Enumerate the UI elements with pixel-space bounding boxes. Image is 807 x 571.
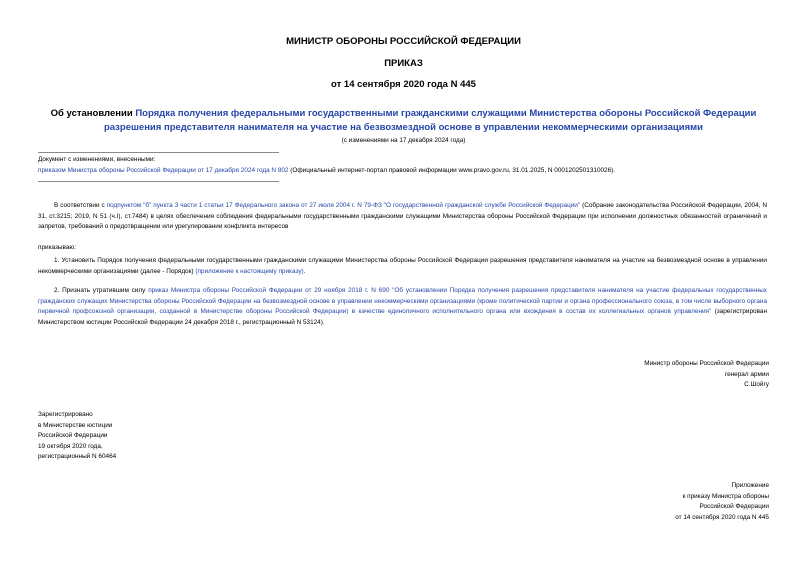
signature-rank: генерал армии <box>724 370 769 378</box>
registration-line-1: Зарегистрировано <box>38 411 93 418</box>
signature-name: С.Шойгу <box>744 381 769 388</box>
edition-note: (с изменениями на 17 декабря 2024 года) <box>341 137 466 144</box>
document-type: ПРИКАЗ <box>384 58 423 69</box>
registration-line-4: 19 октября 2020 года, <box>38 442 103 450</box>
item-2-start: 2. Признать утратившим силу <box>54 287 149 294</box>
changes-text <box>38 166 767 177</box>
item-1-text: 1. Установить Порядок получения федеральными государственными гражданскими служащими Министерства обороны Российской Федерации разрешения представителя нанимателя на участие на безвозмездной основе в управлении некоммерческими организациями (далее - Порядок) <box>38 257 767 275</box>
title-prefix: Об установлении <box>50 108 136 119</box>
issuing-authority: МИНИСТР ОБОРОНЫ РОССИЙСКОЙ ФЕДЕРАЦИИ <box>286 36 521 47</box>
signature-block <box>644 359 769 391</box>
appendix-line-3: Российской Федерации <box>699 503 769 510</box>
order-word: приказываю: <box>38 244 76 251</box>
changes-label: Документ с изменениями, внесенными: <box>38 156 156 163</box>
preamble-start: В соответствии с <box>54 202 107 209</box>
repealed-order-link[interactable]: приказ Министра обороны Российской Федерации от 29 ноября 2018 г. N 690 "Об установлении Порядка получения разрешения представителя нанимателя на участие федеральных государственных гражданских служащих Министерства обороны Российской Федерации на безвозмездной основе в управлении некоммерческими организациями (кроме политической партии и органа профессионального союза, в том числе выборного органа первичной профсоюзной организации, созданной в Министерстве обороны Российской Федерации) в качестве единоличного исполнительного органа или вхождения в состав их коллегиальных органов управления" <box>38 287 767 315</box>
appendix-block <box>675 481 769 523</box>
changes-top-rule <box>38 152 279 153</box>
changes-block <box>38 155 767 176</box>
registration-line-5: регистрационный N 60464 <box>38 453 117 460</box>
title-link[interactable]: Порядка получения федеральными государственными гражданскими служащими Министерства обороны Российской Федерации разрешения представителя нанимателя на участие на безвозмездной основе в управлении некоммерческими организациями <box>103 108 757 133</box>
registration-block <box>38 410 116 463</box>
registration-line-3: Российской Федерации <box>38 432 108 439</box>
item-1-end: . <box>303 267 306 275</box>
changes-bottom-rule <box>38 181 279 182</box>
document-title <box>36 107 771 135</box>
changes-rest: (Официальный интернет-портал правовой информации www.pravo.gov.ru, 31.01.2025, N 0001202501310026). <box>288 166 616 174</box>
appendix-line-1: Приложение <box>731 482 769 489</box>
appendix-link[interactable]: (приложение к настоящему приказу) <box>195 267 304 275</box>
item-2-rest: (зарегистрирован Министерством юстиции Российской Федерации 24 декабря 2018 г., регистрационный N 53124). <box>38 308 767 326</box>
item-2-paragraph <box>38 286 767 328</box>
preamble-law-link[interactable]: подпунктом "б" пункта 3 части 1 статьи 17 Федерального закона от 27 июля 2004 г. N 79-ФЗ "О государственной гражданской службе Российской Федерации" <box>106 202 581 209</box>
item-1-paragraph <box>38 256 767 277</box>
preamble-rest: (Собрание законодательства Российской Федерации, 2004, N 31, ст.3215; 2019, N 51 (ч.I), ст.7484) в целях обеспечения соблюдения федеральными государственными гражданскими служащими Министерства обороны Российской Федерации при исполнении должностных обязанностей ограничений и запретов, требований о предотвращении или урегулировании конфликта интересов <box>38 202 767 230</box>
preamble-paragraph <box>38 201 767 233</box>
registration-line-2: в Министерстве юстиции <box>38 421 113 429</box>
signature-position: Министр обороны Российской Федерации <box>644 360 769 367</box>
changes-link[interactable]: приказом Министра обороны Российской Федерации от 17 декабря 2024 года N 802 <box>38 166 289 174</box>
appendix-line-2: к приказу Министра обороны <box>682 492 769 500</box>
document-date-number: от 14 сентября 2020 года N 445 <box>331 79 476 90</box>
appendix-line-4: от 14 сентября 2020 года N 445 <box>675 513 769 521</box>
